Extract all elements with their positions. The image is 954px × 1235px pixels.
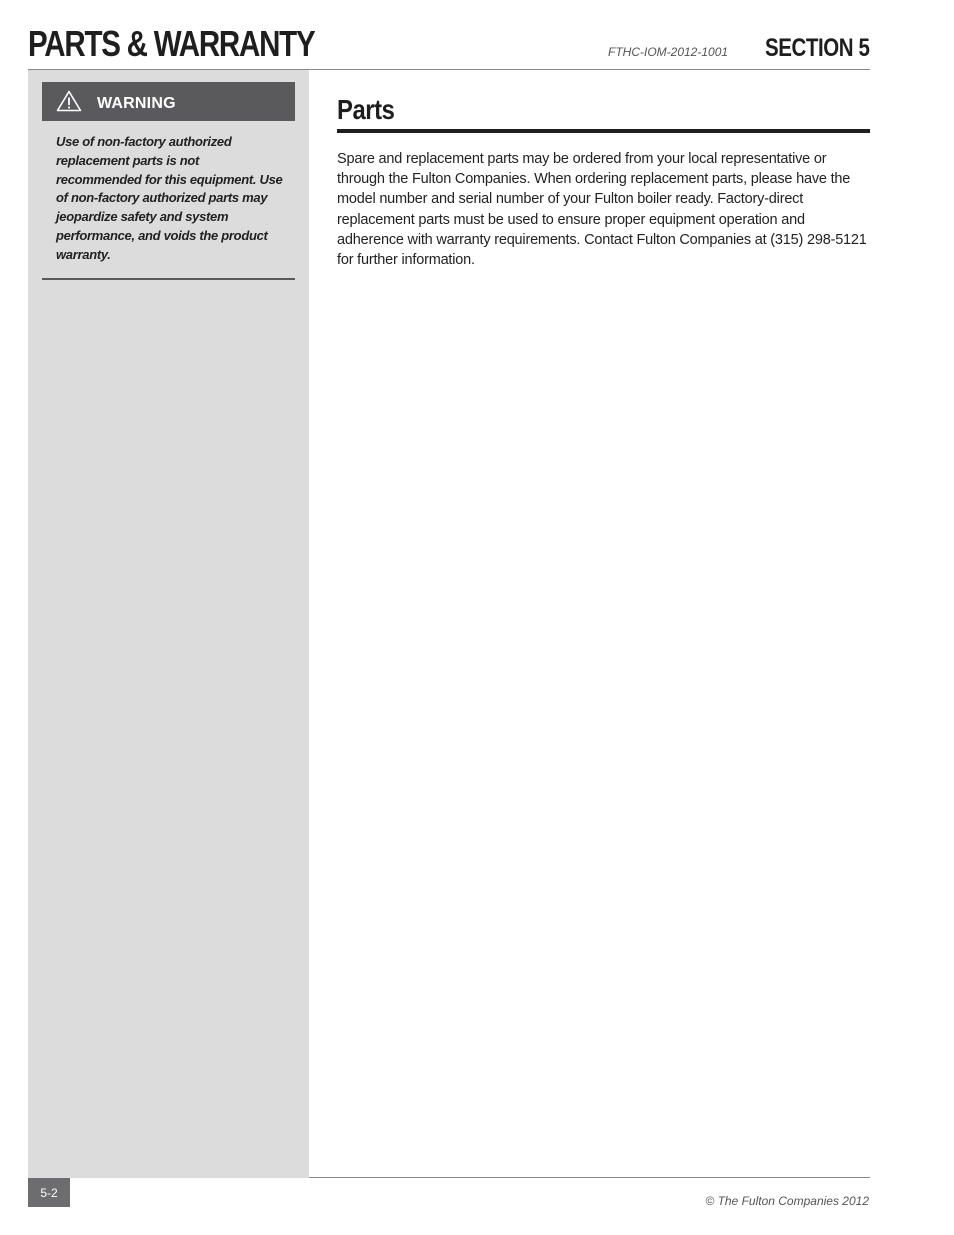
warning-divider (42, 278, 295, 280)
document-code: FTHC-IOM-2012-1001 (608, 45, 729, 59)
warning-label: WARNING (97, 95, 176, 112)
warning-triangle-icon (56, 90, 82, 112)
copyright-notice: © The Fulton Companies 2012 (705, 1194, 869, 1208)
warning-text: Use of non-factory authorized replacement parts is not recommended for this equipment. Use of non-factory authorized parts may jeopardize safety and system performance, and voids the product warranty. (56, 134, 283, 262)
page-title: PARTS & WARRANTY (28, 23, 315, 64)
warning-header (42, 82, 295, 121)
footer-divider (309, 1177, 870, 1178)
parts-heading: Parts (337, 94, 395, 125)
page-number: 5-2 (28, 1178, 70, 1207)
parts-body-text: Spare and replacement parts may be ordered from your local representative or through the Fulton Companies. When ordering replacement parts, please have the model number and serial number of your Fulton boiler ready. Factory-direct replacement parts must be used to ensure proper equipment operation and adherence with warranty requirements. Contact Fulton Companies at (315) 298-5121 for further information. (337, 151, 867, 269)
section-label: SECTION 5 (764, 34, 869, 62)
parts-heading-rule (337, 129, 870, 133)
